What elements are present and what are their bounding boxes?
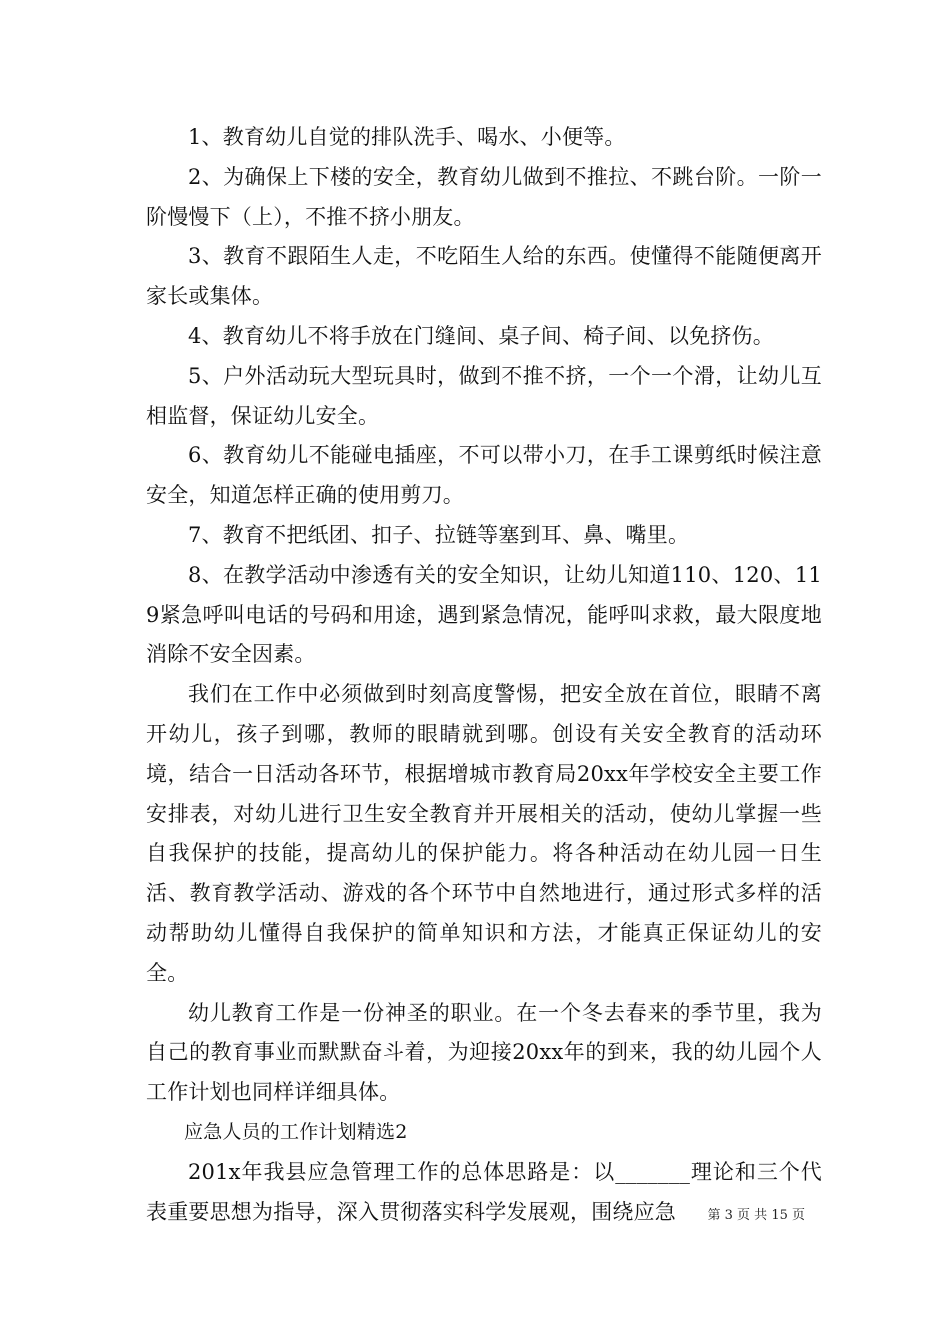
list-item-7: 7、教育不把纸团、扣子、拉链等塞到耳、鼻、嘴里。 (188, 522, 690, 547)
list-item-1: 1、教育幼儿自觉的排队洗手、喝水、小便等。 (188, 125, 626, 149)
list-item-2: 2、为确保上下楼的安全，教育幼儿做到不推拉、不跳台阶。一阶一阶慢慢下（上），不推不挤小朋友。 (146, 164, 822, 229)
list-item-8: 8、在教学活动中渗透有关的安全知识，让幼儿知道110、120、119紧急呼叫电话的号码和用途，遇到紧急情况，能呼叫求救，最大限度地消除不安全因素。 (146, 562, 822, 667)
document-body (146, 118, 822, 1232)
list-item-5: 5、户外活动玩大型玩具时，做到不推不挤，一个一个滑，让幼儿互相监督，保证幼儿安全。 (146, 363, 822, 428)
safety-summary-paragraph: 我们在工作中必须做到时刻高度警惕，把安全放在首位，眼睛不离开幼儿，孩子到哪，教师的眼睛就到哪。创设有关安全教育的活动环境，结合一日活动各环节，根据增城市教育局20xx年学校安全主要工作安排表，对幼儿进行卫生安全教育并开展相关的活动，使幼儿掌握一些自我保护的技能，提高幼儿的保护能力。将各种活动在幼儿园一日生活、教育教学活动、游戏的各个环节中自然地进行，通过形式多样的活动帮助幼儿懂得自我保护的简单知识和方法，才能真正保证幼儿的安全。 (146, 682, 822, 985)
list-item-4: 4、教育幼儿不将手放在门缝间、桌子间、椅子间、以免挤伤。 (188, 323, 774, 348)
page-number-footer: 第 3 页 共 15 页 (707, 1208, 805, 1223)
list-item-3: 3、教育不跟陌生人走，不吃陌生人给的东西。使懂得不能随便离开家长或集体。 (146, 244, 822, 309)
section-heading: 应急人员的工作计划精选2 (184, 1120, 408, 1143)
list-item-6: 6、教育幼儿不能碰电插座，不可以带小刀，在手工课剪纸时候注意安全，知道怎样正确的使用剪刀。 (146, 443, 822, 508)
emergency-plan-paragraph: 201x年我县应急管理工作的总体思路是：以_______理论和三个代表重要思想为指导，深入贯彻落实科学发展观，围绕应急 (146, 1159, 822, 1224)
closing-paragraph: 幼儿教育工作是一份神圣的职业。在一个冬去春来的季节里，我为自己的教育事业而默默奋斗着，为迎接20xx年的到来，我的幼儿园个人工作计划也同样详细具体。 (146, 1000, 822, 1105)
